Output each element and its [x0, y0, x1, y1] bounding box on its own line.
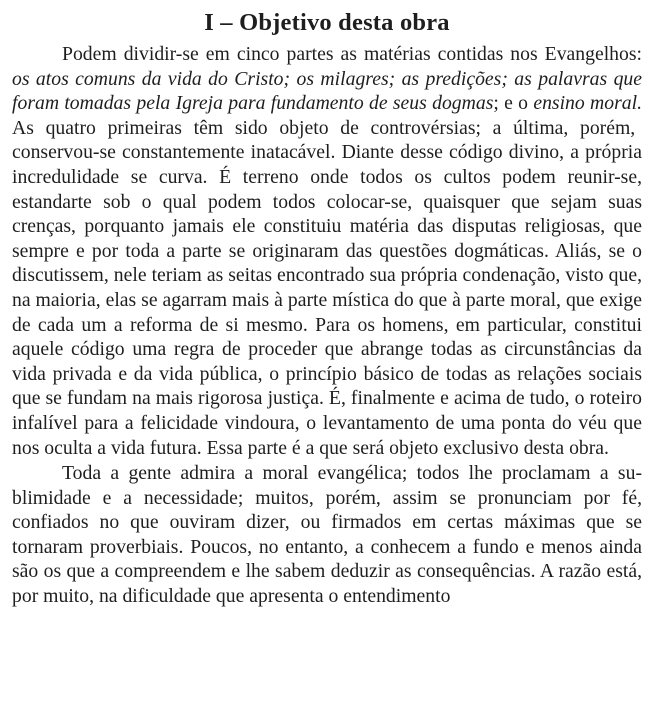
section-body [12, 42, 642, 609]
paragraph-1 [12, 42, 642, 460]
text-run: As quatro primeiras têm sido objeto de controvérsias; a última, porém, conservou-se constantemente inatacável. Diante desse código divino, a própria incredulidade se curva. É terreno onde todos os cultos podem reunir-se, estandarte sob o qual podem todos colocar-se, quaisquer que sejam suas crenças, porquanto jamais ele constituiu matéria das disputas religiosas, que sempre e por toda a parte se originaram das questões dogmáticas. Aliás, se o discutissem, nele teriam as seitas encontrado sua própria condenação, visto que, na maioria, elas se agarram mais à parte mística do que à parte moral, que exige de cada um a reforma de si mesmo. Para os homens, em particular, constitui aquele código uma regra de proceder que abrange todas as circunstâncias da vida privada e da vida pública, o princípio básico de todas as relações sociais que se fundam na mais rigorosa justiça. É, finalmente e acima de tudo, o roteiro infalível para a felicidade vindoura, o levantamento de uma ponta do véu que nos oculta a vida futura. Essa parte é a que será objeto exclusivo desta obra. [12, 116, 642, 459]
text-run: Toda a gente admira a moral evangélica; todos lhe proclamam a sublimidade e a necessidade; muitos, porém, assim se pronunciam por fé, confiados no que ouviram dizer, ou firmados em certas máximas que se tornaram proverbiais. Poucos, no entanto, a conhecem a fundo e menos ainda são os que a compreendem e lhe sabem deduzir as consequências. A razão está, por muito, na dificuldade que apresenta o entendimento [12, 462, 642, 608]
section-title: I – Objetivo desta obra [204, 9, 450, 36]
document-page [12, 4, 642, 609]
text-run: Podem dividir-se em cinco partes as matérias contidas nos Evangelhos: [62, 43, 642, 65]
text-run: ; e o [493, 92, 534, 115]
italic-run: os atos comuns da vida do Cristo; os milagres; as predições; as palavras que foram tomadas pela Igreja para fundamento de seus dogmas [12, 67, 642, 115]
paragraph-2 [12, 461, 642, 609]
italic-run: ensino moral. [533, 92, 642, 115]
